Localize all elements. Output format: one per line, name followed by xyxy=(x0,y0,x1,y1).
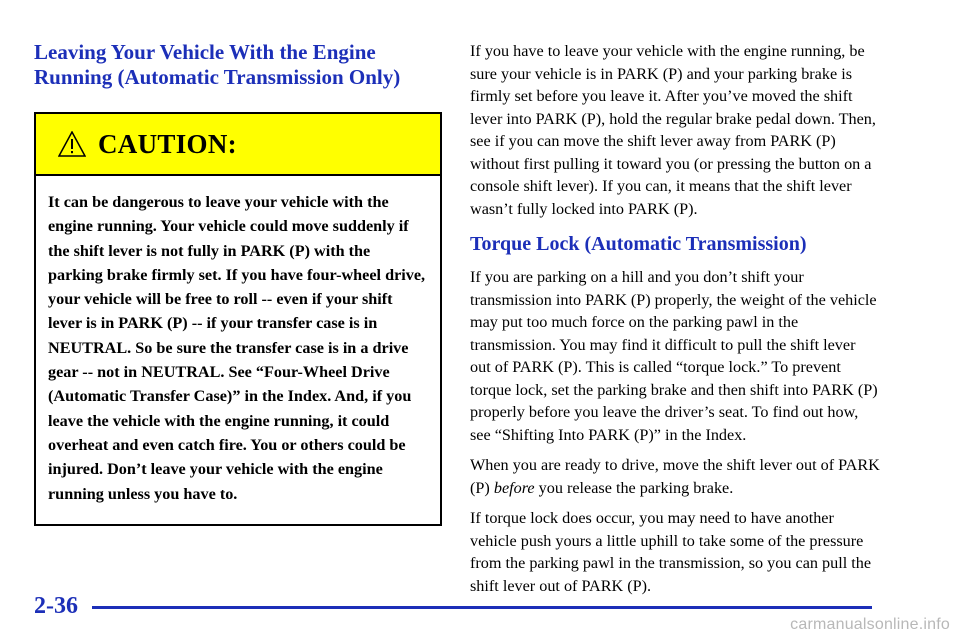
torque-paragraph-3: If torque lock does occur, you may need to have another vehicle push yours a little uphill to take some of the pressure from the parking pawl in the transmission, so you can pull the shift lever out of PARK (P). xyxy=(470,509,872,595)
torque-paragraph-1: If you are parking on a hill and you don’t shift your transmission into PARK (P) properly, the weight of the vehicle may put too much force on the parking pawl in the transmission. You may find it difficult to pull the shift lever out of PARK (P). This is called “torque lock.” To prevent torque lock, set the parking brake and then shift into PARK (P) properly before you leave the driver’s seat. To find out how, see “Shifting Into PARK (P)” in the Index. xyxy=(470,268,878,444)
caution-label: CAUTION: xyxy=(98,128,237,159)
caution-text: It can be dangerous to leave your vehicle with the engine running. Your vehicle could move suddenly if the shift lever is not fully in PARK (P) with the parking brake firmly set. If you have four-wheel drive, your vehicle will be free to roll -- even if your shift lever is in PARK (P) -- if your transfer case is in NEUTRAL. So be sure the transfer case is in a drive gear -- not in NEUTRAL. See “Four-Wheel Drive (Automatic Transfer Case)” in the Index. And, if you leave the vehicle with the engine running, it could overheat and even catch fire. You or others could be injured. Don’t leave your vehicle with the engine running unless you have to. xyxy=(48,193,426,503)
caution-box xyxy=(34,112,442,526)
torque-lock-title: Torque Lock (Automatic Transmission) xyxy=(470,233,807,255)
right-column xyxy=(470,40,880,605)
p2-emphasis: before xyxy=(493,478,535,497)
warning-triangle-icon xyxy=(58,131,86,157)
page-number: 2-36 xyxy=(34,593,78,619)
intro-paragraph: If you have to leave your vehicle with the engine running, be sure your vehicle is in PARK (P) and your parking brake is firmly set before you leave it. After you’ve moved the shift lever into PARK (P), hold the regular brake pedal down. Then, see if you can move the shift lever away from PARK (P) without first pulling it toward you (or pressing the button on a console shift lever). If you can, it means that the shift lever wasn’t fully locked into PARK (P). xyxy=(470,42,876,218)
left-column xyxy=(34,40,442,526)
torque-paragraph-2 xyxy=(470,454,880,499)
p2-text-after: you release the parking brake. xyxy=(534,478,734,497)
p2-text-before: When you are ready to drive, move the shift lever out of PARK (P) xyxy=(470,456,880,497)
watermark: carmanualsonline.info xyxy=(790,616,950,633)
section-title: Leaving Your Vehicle With the Engine Running (Automatic Transmission Only) xyxy=(34,40,401,89)
caution-header xyxy=(36,114,440,176)
footer-rule xyxy=(92,606,872,609)
